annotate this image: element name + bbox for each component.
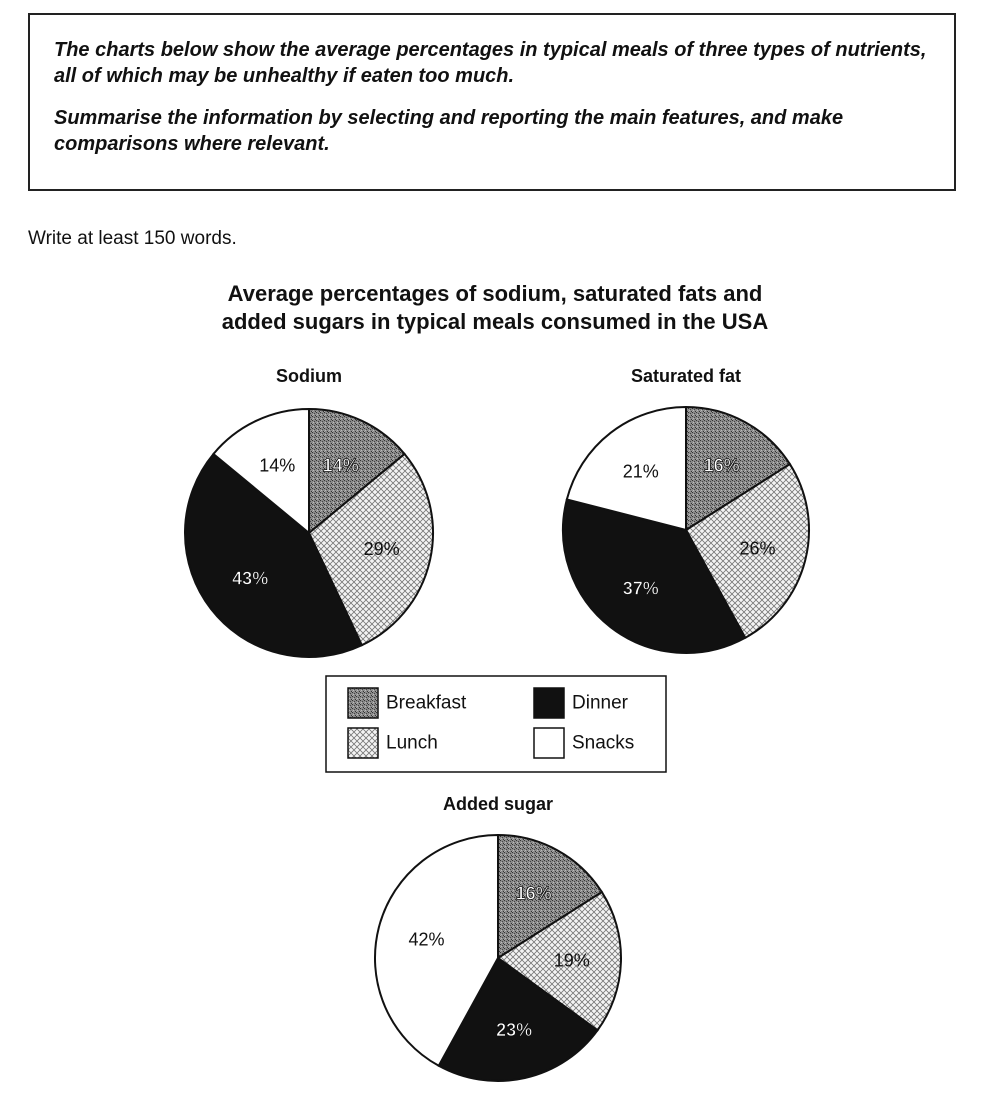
legend [326,676,666,772]
slice-label-breakfast: 14% [322,455,359,476]
legend-label-lunch: Lunch [386,732,438,754]
slice-label-lunch: 29% [363,539,400,560]
chart-title-line-1: Average percentages of sodium, saturated fats and [227,281,763,306]
pie-chart-sodium [185,366,433,657]
legend-label-breakfast: Breakfast [386,692,467,714]
pie-chart-saturated-fat [563,366,809,653]
slice-label-breakfast: 16% [515,883,552,904]
task-paragraph-2: Summarise the information by selecting and reporting the main features, and make comparisons where relevant. [54,107,844,155]
slice-label-snacks: 42% [408,929,445,950]
slice-label-lunch: 26% [739,538,776,559]
pie-title: Saturated fat [630,366,742,386]
chart-title-line-2: added sugars in typical meals consumed in the USA [221,309,769,334]
pie-chart-added-sugar [375,794,621,1081]
legend-label-dinner: Dinner [572,692,628,714]
pie-title: Added sugar [442,794,554,814]
pie-title: Sodium [276,366,342,386]
legend-swatch-breakfast [348,688,378,718]
legend-swatch-dinner [534,688,564,718]
slice-label-breakfast: 16% [703,455,740,476]
task-paragraph-1: The charts below show the average percentages in typical meals of three types of nutrients, all of which may be unhealthy if eaten too much. [54,39,927,87]
slice-label-dinner: 37% [622,578,659,599]
slice-label-snacks: 21% [622,461,659,482]
legend-label-snacks: Snacks [572,732,635,754]
word-count-instruction: Write at least 150 words. [28,228,237,249]
slice-label-snacks: 14% [259,455,296,476]
slice-label-lunch: 19% [553,950,590,971]
legend-swatch-lunch [348,728,378,758]
legend-swatch-snacks [534,728,564,758]
slice-label-dinner: 23% [496,1020,533,1040]
slice-label-dinner: 43% [232,568,269,589]
